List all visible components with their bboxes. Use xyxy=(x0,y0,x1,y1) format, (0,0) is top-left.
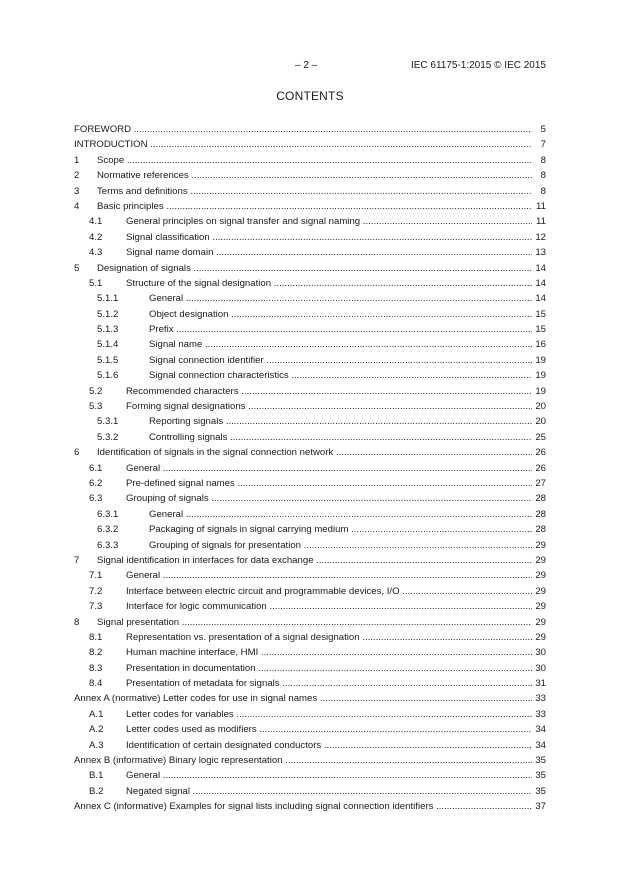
toc-entry-title: Prefix ..... xyxy=(149,322,532,337)
toc-entry-title: Interface between electric circuit and programmable devices, I/O ..... xyxy=(126,584,532,599)
toc-entry[interactable] xyxy=(74,399,546,414)
toc-entry[interactable] xyxy=(74,584,546,599)
toc-entry-page: 8 xyxy=(532,184,546,199)
toc-entry-title: Grouping of signals ..... xyxy=(126,491,532,506)
toc-entry-number: 5 xyxy=(74,262,80,274)
toc-entry-number: B.1 xyxy=(89,770,104,782)
toc-entry-title: Annex C (informative) Examples for signal lists including signal connection identifiers ..... xyxy=(74,799,532,814)
toc-entry-title: Structure of the signal designation ..... xyxy=(126,276,532,291)
toc-entry-title: Signal connection identifier ..... xyxy=(149,353,532,368)
toc-entry-title: Normative references ..... xyxy=(97,168,532,183)
toc-entry[interactable] xyxy=(74,276,546,291)
toc-entry-page: 14 xyxy=(532,291,546,306)
toc-entry-number: 6.1 xyxy=(89,462,103,474)
toc-entry-page: 29 xyxy=(532,553,546,568)
toc-entry-number: 5.1.6 xyxy=(97,370,119,382)
toc-entry-title: Representation vs. presentation of a signal designation ..... xyxy=(126,630,532,645)
toc-entry-title: Annex A (normative) Letter codes for use in signal names ..... xyxy=(74,691,532,706)
toc-entry-title: General ..... xyxy=(126,768,532,783)
toc-entry-title: Grouping of signals for presentation ..... xyxy=(149,538,532,553)
toc-entry-title: Identification of signals in the signal connection network ..... xyxy=(97,445,532,460)
toc-entry-number: A.3 xyxy=(89,739,104,751)
toc-entry[interactable] xyxy=(74,784,546,799)
toc-entry-number: 6.3.2 xyxy=(97,524,119,536)
toc-entry[interactable] xyxy=(74,676,546,691)
toc-entry-title: Signal name ..... xyxy=(149,337,532,352)
toc-entry[interactable] xyxy=(74,368,546,383)
toc-entry-page: 14 xyxy=(532,276,546,291)
toc-entry-title: Human machine interface, HMI ..... xyxy=(126,645,532,660)
toc-entry-number: 5.1.2 xyxy=(97,308,119,320)
toc-entry[interactable] xyxy=(74,414,546,429)
toc-entry[interactable] xyxy=(74,630,546,645)
toc-entry[interactable] xyxy=(74,322,546,337)
toc-entry[interactable] xyxy=(74,738,546,753)
toc-entry-title: Letter codes for variables ..... xyxy=(126,707,532,722)
toc-entry-page: 26 xyxy=(532,445,546,460)
toc-entry-page: 11 xyxy=(532,199,546,214)
toc-entry-number: 3 xyxy=(74,185,80,197)
toc-entry-page: 29 xyxy=(532,584,546,599)
toc-entry-number: 8.4 xyxy=(89,678,103,690)
toc-entry-number: A.2 xyxy=(89,724,104,736)
toc-entry-number: 1 xyxy=(74,154,80,166)
toc-entry-title: INTRODUCTION ..... xyxy=(74,137,532,152)
toc-entry-page: 30 xyxy=(532,661,546,676)
toc-entry-page: 12 xyxy=(532,230,546,245)
toc-entry-page: 15 xyxy=(532,322,546,337)
toc-entry-page: 8 xyxy=(532,153,546,168)
toc-entry-page: 20 xyxy=(532,414,546,429)
toc-entry-title: Signal name domain ..... xyxy=(126,245,532,260)
toc-entry[interactable] xyxy=(74,307,546,322)
toc-entry-number: 2 xyxy=(74,170,80,182)
toc-entry-page: 26 xyxy=(532,461,546,476)
toc-entry-title: Controlling signals ..... xyxy=(149,430,532,445)
toc-entry[interactable] xyxy=(74,430,546,445)
toc-entry-title: Presentation in documentation ..... xyxy=(126,661,532,676)
toc-entry[interactable] xyxy=(74,522,546,537)
toc-entry-number: 4.3 xyxy=(89,247,103,259)
toc-entry-title: Object designation ..... xyxy=(149,307,532,322)
toc-entry-page: 16 xyxy=(532,337,546,352)
toc-entry-title: Interface for logic communication ..... xyxy=(126,599,532,614)
toc-entry-number: 5.1.5 xyxy=(97,354,119,366)
table-of-contents xyxy=(74,122,546,815)
toc-entry[interactable] xyxy=(74,507,546,522)
toc-entry-page: 7 xyxy=(532,137,546,152)
toc-entry[interactable] xyxy=(74,122,546,137)
toc-entry[interactable] xyxy=(74,645,546,660)
toc-entry[interactable] xyxy=(74,615,546,630)
toc-entry[interactable] xyxy=(74,230,546,245)
toc-entry-title: Terms and definitions ..... xyxy=(97,184,532,199)
toc-entry-page: 28 xyxy=(532,522,546,537)
toc-entry-page: 29 xyxy=(532,630,546,645)
toc-entry-number: 6.3.1 xyxy=(97,508,119,520)
toc-entry-number: 6.2 xyxy=(89,477,103,489)
toc-entry-title: FOREWORD ..... xyxy=(74,122,532,137)
toc-entry-number: 5.3 xyxy=(89,401,103,413)
toc-entry-title: Signal identification in interfaces for data exchange ..... xyxy=(97,553,532,568)
toc-entry-title: Forming signal designations ..... xyxy=(126,399,532,414)
toc-entry-title: General ..... xyxy=(126,568,532,583)
toc-entry-number: 5.2 xyxy=(89,385,103,397)
toc-entry-page: 29 xyxy=(532,568,546,583)
toc-entry-page: 20 xyxy=(532,399,546,414)
toc-entry-number: 5.3.1 xyxy=(97,416,119,428)
toc-entry[interactable] xyxy=(74,538,546,553)
toc-entry-page: 33 xyxy=(532,691,546,706)
toc-entry[interactable] xyxy=(74,261,546,276)
toc-entry-title: Annex B (informative) Binary logic representation ..... xyxy=(74,753,532,768)
toc-entry-page: 30 xyxy=(532,645,546,660)
toc-entry-number: 4 xyxy=(74,200,80,212)
toc-entry[interactable] xyxy=(74,799,546,814)
toc-entry[interactable] xyxy=(74,476,546,491)
toc-entry[interactable] xyxy=(74,291,546,306)
toc-entry-page: 34 xyxy=(532,722,546,737)
toc-entry-title: General ..... xyxy=(149,291,532,306)
toc-entry-number: B.2 xyxy=(89,785,104,797)
toc-entry-number: 5.1.1 xyxy=(97,293,119,305)
toc-entry-page: 35 xyxy=(532,753,546,768)
toc-entry-page: 35 xyxy=(532,768,546,783)
toc-entry[interactable] xyxy=(74,722,546,737)
toc-entry-number: 4.2 xyxy=(89,231,103,243)
toc-entry-page: 8 xyxy=(532,168,546,183)
toc-entry-number: 8 xyxy=(74,616,80,628)
page-number: – 2 – xyxy=(295,60,318,71)
toc-entry-number: 8.3 xyxy=(89,662,103,674)
toc-entry[interactable] xyxy=(74,491,546,506)
toc-entry-page: 11 xyxy=(532,214,546,229)
toc-entry-page: 25 xyxy=(532,430,546,445)
toc-entry-title: Signal presentation ..... xyxy=(97,615,532,630)
toc-entry-page: 34 xyxy=(532,738,546,753)
toc-entry-title: Packaging of signals in signal carrying medium ..... xyxy=(149,522,532,537)
toc-entry-title: General principles on signal transfer and signal naming ..... xyxy=(126,214,532,229)
toc-entry-page: 15 xyxy=(532,307,546,322)
toc-entry-number: 4.1 xyxy=(89,216,103,228)
toc-entry-page: 27 xyxy=(532,476,546,491)
toc-entry-title: Negated signal ..... xyxy=(126,784,532,799)
toc-entry-number: 5.1.3 xyxy=(97,324,119,336)
toc-entry[interactable] xyxy=(74,553,546,568)
toc-entry-number: 7 xyxy=(74,554,80,566)
toc-entry-page: 19 xyxy=(532,368,546,383)
toc-entry-title: Signal connection characteristics ..... xyxy=(149,368,532,383)
toc-entry[interactable] xyxy=(74,445,546,460)
toc-entry-number: 8.2 xyxy=(89,647,103,659)
toc-entry-number: 5.3.2 xyxy=(97,431,119,443)
toc-entry[interactable] xyxy=(74,568,546,583)
toc-entry-number: 6 xyxy=(74,447,80,459)
toc-entry-title: Letter codes used as modifiers ..... xyxy=(126,722,532,737)
toc-entry[interactable] xyxy=(74,168,546,183)
toc-entry-title: Pre-defined signal names ..... xyxy=(126,476,532,491)
toc-entry[interactable] xyxy=(74,661,546,676)
toc-entry[interactable] xyxy=(74,461,546,476)
toc-entry-title: General ..... xyxy=(149,507,532,522)
toc-entry[interactable] xyxy=(74,353,546,368)
toc-entry-number: 8.1 xyxy=(89,631,103,643)
toc-entry-number: 5.1 xyxy=(89,277,103,289)
toc-entry-page: 37 xyxy=(532,799,546,814)
toc-entry-number: 5.1.4 xyxy=(97,339,119,351)
toc-entry-page: 33 xyxy=(532,707,546,722)
toc-entry-title: Recommended characters ..... xyxy=(126,384,532,399)
toc-entry[interactable] xyxy=(74,768,546,783)
document-reference: IEC 61175-1:2015 © IEC 2015 xyxy=(410,60,546,71)
toc-entry-page: 28 xyxy=(532,491,546,506)
toc-entry[interactable] xyxy=(74,245,546,260)
toc-entry-number: 7.3 xyxy=(89,601,103,613)
toc-entry-title: Signal classification ..... xyxy=(126,230,532,245)
toc-entry-title: Designation of signals ..... xyxy=(97,261,532,276)
toc-entry-number: 7.1 xyxy=(89,570,103,582)
toc-entry[interactable] xyxy=(74,199,546,214)
toc-entry[interactable] xyxy=(74,691,546,706)
toc-entry[interactable] xyxy=(74,753,546,768)
toc-entry-number: 7.2 xyxy=(89,585,103,597)
toc-entry-page: 29 xyxy=(532,615,546,630)
toc-entry-title: Scope ..... xyxy=(97,153,532,168)
toc-entry-page: 14 xyxy=(532,261,546,276)
toc-entry-page: 35 xyxy=(532,784,546,799)
toc-entry-number: 6.3 xyxy=(89,493,103,505)
toc-entry-page: 19 xyxy=(532,384,546,399)
toc-entry[interactable] xyxy=(74,184,546,199)
toc-entry[interactable] xyxy=(74,707,546,722)
toc-entry[interactable] xyxy=(74,337,546,352)
toc-entry-page: 29 xyxy=(532,538,546,553)
toc-entry[interactable] xyxy=(74,214,546,229)
toc-entry-page: 31 xyxy=(532,676,546,691)
toc-entry-page: 5 xyxy=(532,122,546,137)
toc-entry-title: General ..... xyxy=(126,461,532,476)
toc-entry-number: A.1 xyxy=(89,708,104,720)
page-header xyxy=(0,60,620,74)
toc-entry-number: 6.3.3 xyxy=(97,539,119,551)
toc-entry-page: 28 xyxy=(532,507,546,522)
toc-entry-title: Basic principles ..... xyxy=(97,199,532,214)
toc-entry[interactable] xyxy=(74,599,546,614)
toc-entry-title: Identification of certain designated conductors ..... xyxy=(126,738,532,753)
toc-entry[interactable] xyxy=(74,384,546,399)
toc-entry[interactable] xyxy=(74,153,546,168)
toc-entry-page: 29 xyxy=(532,599,546,614)
toc-entry-page: 13 xyxy=(532,245,546,260)
toc-entry-title: Reporting signals ..... xyxy=(149,414,532,429)
toc-entry-title: Presentation of metadata for signals ..... xyxy=(126,676,532,691)
contents-title: CONTENTS xyxy=(276,89,344,103)
toc-entry-page: 19 xyxy=(532,353,546,368)
toc-entry[interactable] xyxy=(74,137,546,152)
